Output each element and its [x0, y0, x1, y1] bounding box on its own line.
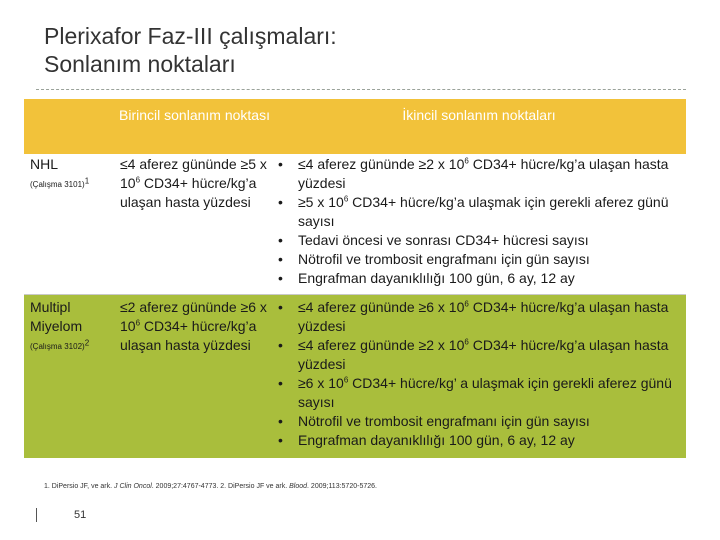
bullet: • [278, 431, 283, 448]
endpoints-table [24, 99, 686, 458]
journal-name: Blood [289, 483, 308, 490]
page-number-divider [36, 508, 37, 522]
item-text-tail: CD34+ hücre/kg’a ulaşan hasta yüzdesi [298, 298, 669, 334]
reference-text: . 2009;27:4767-4773. 2. DiPersio JF ve ark. [151, 483, 290, 490]
list-item [272, 412, 686, 431]
row-label: NHL [30, 156, 59, 172]
secondary-list [272, 155, 686, 288]
title-line-1: Plerixafor Faz-III çalışmaları: [44, 23, 337, 49]
primary-exponent: 6 [135, 317, 141, 327]
primary-endpoint-cell [117, 294, 272, 458]
list-item [272, 431, 686, 450]
secondary-endpoints-cell [272, 294, 686, 458]
primary-suffix: CD34+ hücre/kg’a ulaşan hasta yüzdesi [120, 175, 257, 210]
bullet: • [278, 298, 283, 315]
references [44, 482, 604, 492]
study-id [30, 176, 117, 190]
list-item [272, 155, 686, 193]
primary-endpoint-cell [117, 154, 272, 294]
item-text-tail: CD34+ hücre/kg’ a ulaşmak için gerekli aferez günü sayısı [298, 374, 672, 410]
row-label: Multipl Miyelom [30, 298, 83, 334]
list-item [272, 231, 686, 250]
study-ref: 1 [84, 176, 90, 186]
study-text: (Çalışma 3101) [30, 180, 85, 189]
bullet: • [278, 232, 283, 248]
bullet: • [278, 156, 283, 172]
list-item [272, 269, 686, 288]
list-item [272, 193, 686, 231]
list-item [272, 250, 686, 269]
item-text-tail: CD34+ hücre/kg’a ulaşmak için gerekli aferez günü sayısı [298, 194, 669, 229]
study-text: (Çalışma 3102) [30, 341, 85, 351]
item-exponent: 6 [464, 336, 469, 346]
item-text: ≥5 x 10 [298, 194, 344, 210]
reference-text: . 2009;113:5720-5726. [307, 483, 377, 490]
item-exponent: 6 [464, 298, 469, 308]
secondary-endpoints-cell [272, 154, 686, 294]
primary-suffix: CD34+ hücre/kg’a ulaşan hasta yüzdesi [120, 317, 257, 353]
item-text: ≥6 x 10 [298, 374, 344, 391]
primary-exponent: 6 [135, 175, 141, 185]
table-header-row [24, 99, 686, 154]
primary-prefix: ≤4 aferez gününde ≥5 x 10 [120, 156, 267, 191]
primary-prefix: ≤2 aferez gününde ≥6 x 10 [120, 298, 267, 334]
list-item [272, 298, 686, 336]
item-text-tail: CD34+ hücre/kg’a ulaşan hasta yüzdesi [298, 156, 669, 191]
item-text: Nötrofil ve trombosit engrafmanı için gün sayısı [298, 412, 590, 429]
bullet: • [278, 336, 283, 353]
slide-title [44, 22, 684, 78]
header-primary-endpoint: Birincil sonlanım noktası [117, 99, 272, 154]
item-text: Engrafman dayanıklılığı 100 gün, 6 ay, 12 ay [298, 431, 575, 448]
header-empty-cell [24, 99, 117, 154]
row-label-cell [24, 154, 117, 294]
list-item [272, 336, 686, 374]
bullet: • [278, 374, 283, 391]
item-text-tail: CD34+ hücre/kg’a ulaşan hasta yüzdesi [298, 336, 669, 372]
table-row-nhl [24, 154, 686, 294]
title-line-2: Sonlanım noktaları [44, 51, 236, 77]
table-row-multiple-myeloma [24, 294, 686, 458]
item-text: ≤4 aferez gününde ≥2 x 10 [298, 336, 465, 353]
item-text: ≤4 aferez gününde ≥6 x 10 [298, 298, 465, 315]
journal-name: J Clin Oncol [114, 483, 152, 490]
reference-text: 1. DiPersio JF, ve ark. [44, 483, 115, 490]
study-id [30, 337, 117, 352]
item-text: Engrafman dayanıklılığı 100 gün, 6 ay, 12 ay [298, 270, 575, 286]
row-label-cell [24, 294, 117, 458]
item-exponent: 6 [464, 156, 469, 166]
bullet: • [278, 270, 283, 286]
title-divider [36, 89, 686, 90]
list-item [272, 374, 686, 412]
secondary-list [272, 298, 686, 450]
item-exponent: 6 [343, 374, 349, 384]
item-text: Nötrofil ve trombosit engrafmanı için gün sayısı [298, 251, 590, 267]
bullet: • [278, 194, 283, 210]
bullet: • [278, 251, 283, 267]
study-ref: 2 [84, 337, 90, 347]
item-text: ≤4 aferez gününde ≥2 x 10 [298, 156, 465, 172]
page-number: 51 [74, 509, 87, 521]
bullet: • [278, 412, 283, 429]
header-secondary-endpoints: İkincil sonlanım noktaları [272, 99, 686, 154]
item-exponent: 6 [343, 194, 349, 204]
item-text: Tedavi öncesi ve sonrası CD34+ hücresi sayısı [298, 232, 589, 248]
